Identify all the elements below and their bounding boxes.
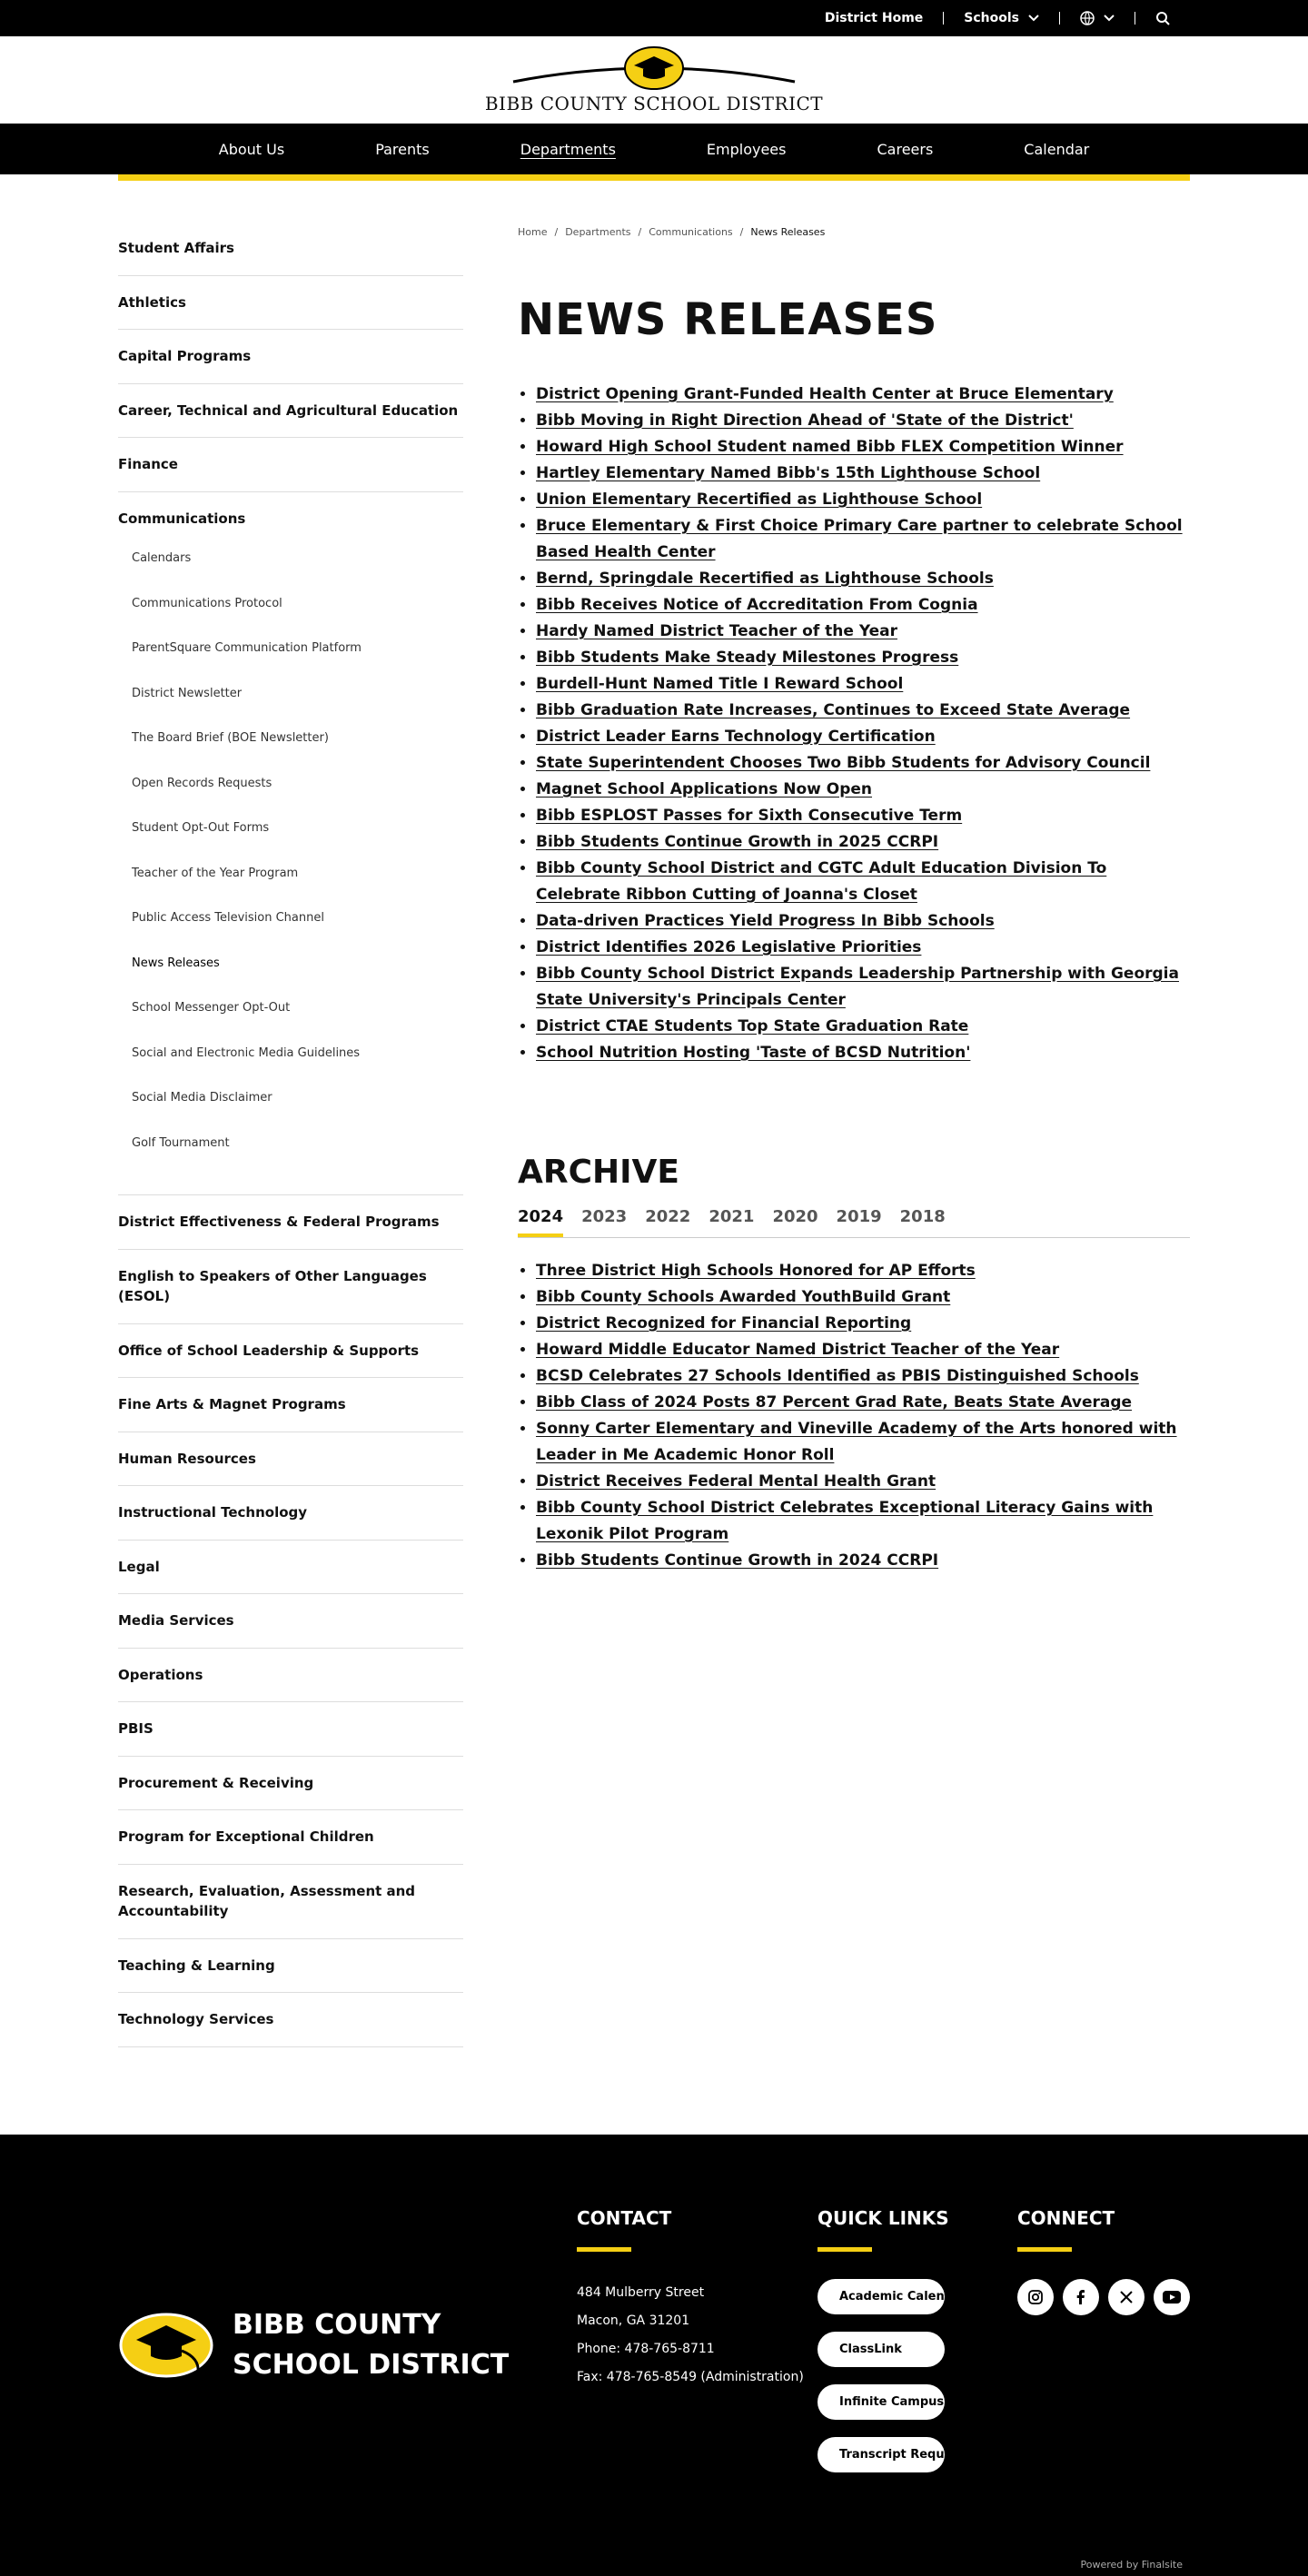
archive-item <box>536 1390 1190 1416</box>
news-link[interactable]: Bibb ESPLOST Passes for Sixth Consecutive Term <box>536 807 963 825</box>
news-link[interactable]: Bibb Receives Notice of Accreditation From Cognia <box>536 596 978 614</box>
archive-link[interactable]: Bibb Students Continue Growth in 2024 CCRPI <box>536 1551 939 1570</box>
sidebar <box>118 222 463 2047</box>
news-link[interactable]: Hardy Named District Teacher of the Year <box>536 622 897 640</box>
footer-brand-line: SCHOOL DISTRICT <box>233 2348 510 2381</box>
news-item <box>536 961 1190 1014</box>
sidebar-item[interactable]: Finance <box>118 438 463 492</box>
footer-quicklinks <box>818 2206 973 2490</box>
breadcrumb-communications[interactable]: Communications <box>649 226 733 238</box>
news-item <box>536 381 1190 408</box>
news-item <box>536 777 1190 803</box>
archive-item <box>536 1363 1190 1390</box>
news-link[interactable]: Bibb Students Continue Growth in 2025 CCRPI <box>536 833 939 851</box>
news-item <box>536 698 1190 724</box>
connect-title: CONNECT <box>1017 2206 1115 2229</box>
archive-item <box>536 1311 1190 1337</box>
schools-dropdown[interactable] <box>944 11 1059 25</box>
sidebar-item[interactable]: Career, Technical and Agricultural Education <box>118 384 463 439</box>
contact-phone[interactable]: Phone: 478-765-8711 <box>577 2341 715 2356</box>
sidebar-item[interactable]: Athletics <box>118 276 463 331</box>
sidebar-item[interactable]: Office of School Leadership & Supports <box>118 1324 463 1379</box>
accent-rule <box>118 174 1190 181</box>
news-item <box>536 908 1190 935</box>
archive-item <box>536 1284 1190 1311</box>
language-dropdown[interactable] <box>1060 11 1135 25</box>
news-link[interactable]: Magnet School Applications Now Open <box>536 780 873 798</box>
sidebar-subitem[interactable]: ParentSquare Communication Platform <box>132 641 362 655</box>
news-link[interactable]: Howard High School Student named Bibb FLEX Competition Winner <box>536 438 1124 456</box>
sidebar-item[interactable]: Procurement & Receiving <box>118 1757 463 1811</box>
accent-bar <box>818 2247 872 2252</box>
nav-careers[interactable]: Careers <box>877 140 934 158</box>
archive-link[interactable]: Sonny Carter Elementary and Vineville Academy of the Arts honored with Leader in Me Academic Honor Roll <box>536 1420 1177 1464</box>
tab-2021[interactable]: 2021 <box>708 1207 755 1226</box>
nav-calendar[interactable]: Calendar <box>1024 140 1090 158</box>
news-link[interactable]: District Identifies 2026 Legislative Priorities <box>536 938 922 956</box>
archive-tabs <box>518 1207 1190 1238</box>
sidebar-subitem[interactable]: Public Access Television Channel <box>132 911 324 925</box>
accent-bar <box>577 2247 631 2252</box>
news-item <box>536 566 1190 592</box>
nav-parents[interactable]: Parents <box>375 140 430 158</box>
district-home-label: District Home <box>824 11 924 25</box>
graduation-cap-logo-icon <box>118 2311 214 2380</box>
news-link[interactable]: District CTAE Students Top State Graduation Rate <box>536 1017 969 1035</box>
tab-2022[interactable]: 2022 <box>645 1207 691 1226</box>
tab-2019[interactable]: 2019 <box>836 1207 882 1226</box>
news-link[interactable]: School Nutrition Hosting 'Taste of BCSD Nutrition' <box>536 1044 971 1062</box>
sidebar-item-label: Communications <box>118 510 246 527</box>
sidebar-item[interactable]: Human Resources <box>118 1432 463 1487</box>
breadcrumb-separator: / <box>638 226 642 238</box>
news-link[interactable]: Bibb Graduation Rate Increases, Continues to Exceed State Average <box>536 701 1131 719</box>
sidebar-subitem[interactable]: Social and Electronic Media Guidelines <box>132 1045 361 1060</box>
quicklinks-title: QUICK LINKS <box>818 2206 949 2229</box>
archive-item <box>536 1548 1190 1574</box>
archive-link[interactable]: Three District High Schools Honored for AP Efforts <box>536 1262 976 1280</box>
breadcrumb-current: News Releases <box>750 226 826 238</box>
tab-2018[interactable]: 2018 <box>899 1207 946 1226</box>
archive-item <box>536 1469 1190 1495</box>
news-link[interactable]: Union Elementary Recertified as Lighthouse School <box>536 490 983 509</box>
news-item <box>536 829 1190 856</box>
schools-label: Schools <box>964 11 1019 25</box>
sidebar-subitem[interactable]: Open Records Requests <box>132 776 272 790</box>
sidebar-item[interactable]: Program for Exceptional Children <box>118 1810 463 1865</box>
globe-icon <box>1080 11 1095 25</box>
quicklink-button[interactable]: ClassLink <box>818 2332 945 2367</box>
chevron-down-icon <box>1028 15 1039 22</box>
search-icon <box>1155 11 1170 25</box>
archive-link[interactable]: District Recognized for Financial Reporting <box>536 1314 912 1333</box>
footer-brand-text <box>233 2305 509 2385</box>
news-item <box>536 724 1190 750</box>
district-logo[interactable] <box>485 45 823 114</box>
news-item <box>536 1014 1190 1040</box>
sidebar-subitem[interactable]: District Newsletter <box>132 686 243 700</box>
graduation-cap-logo-icon <box>509 45 799 91</box>
news-list <box>518 381 1190 1066</box>
archive-item <box>536 1258 1190 1284</box>
sidebar-subitem[interactable]: Teacher of the Year Program <box>132 866 299 880</box>
news-link[interactable]: Bibb Moving in Right Direction Ahead of 'State of the District' <box>536 411 1074 430</box>
archive-link[interactable]: District Receives Federal Mental Health Grant <box>536 1472 936 1491</box>
contact-title: CONTACT <box>577 2206 672 2229</box>
content <box>118 181 1190 2102</box>
footer-brand[interactable] <box>118 2305 509 2385</box>
sidebar-item[interactable]: English to Speakers of Other Languages (ESOL) <box>118 1250 463 1324</box>
quicklink-button[interactable]: Infinite Campus <box>818 2384 945 2420</box>
nav-employees[interactable]: Employees <box>706 140 787 158</box>
sidebar-subitem[interactable]: News Releases <box>132 956 220 970</box>
social-links <box>1017 2279 1190 2315</box>
chevron-down-icon <box>1104 15 1115 22</box>
archive-item <box>536 1337 1190 1363</box>
main-content <box>518 222 1190 2047</box>
breadcrumb-departments[interactable]: Departments <box>565 226 631 238</box>
tab-2020[interactable]: 2020 <box>772 1207 818 1226</box>
logo-header <box>0 36 1308 124</box>
sidebar-item[interactable]: Capital Programs <box>118 330 463 384</box>
sidebar-item[interactable]: Fine Arts & Magnet Programs <box>118 1378 463 1432</box>
news-item <box>536 1040 1190 1066</box>
archive-link[interactable]: BCSD Celebrates 27 Schools Identified as PBIS Distinguished Schools <box>536 1367 1139 1385</box>
news-link[interactable]: Bibb County School District and CGTC Adult Education Division To Celebrate Ribbon Cutting of Joanna's Closet <box>536 859 1107 904</box>
youtube-icon[interactable] <box>1154 2279 1190 2315</box>
district-home-link[interactable] <box>805 11 943 25</box>
news-item <box>536 592 1190 619</box>
sidebar-submenu <box>118 529 463 1178</box>
footer <box>0 2135 1308 2576</box>
district-name: BIBB COUNTY SCHOOL DISTRICT <box>484 93 824 114</box>
archive-link[interactable]: Bibb Class of 2024 Posts 87 Percent Grad Rate, Beats State Average <box>536 1393 1133 1412</box>
archive-title: ARCHIVE <box>518 1154 679 1191</box>
news-link[interactable]: Bibb County School District Expands Leadership Partnership with Georgia State University's Principals Center <box>536 965 1179 1009</box>
sidebar-item[interactable]: PBIS <box>118 1702 463 1757</box>
news-link[interactable]: District Opening Grant-Funded Health Center at Bruce Elementary <box>536 385 1114 403</box>
instagram-icon[interactable] <box>1017 2279 1054 2315</box>
sidebar-item-communications[interactable] <box>118 492 463 1196</box>
contact-fax: Fax: 478-765-8549 (Administration) <box>577 2369 804 2384</box>
sidebar-subitem[interactable]: Communications Protocol <box>132 596 282 610</box>
sidebar-subitem[interactable]: Social Media Disclaimer <box>132 1091 272 1105</box>
sidebar-subitem[interactable]: School Messenger Opt-Out <box>132 1001 291 1015</box>
utility-bar <box>0 0 1308 36</box>
news-item <box>536 645 1190 671</box>
nav-about-us[interactable]: About Us <box>218 140 285 158</box>
footer-contact <box>577 2207 804 2392</box>
news-item <box>536 803 1190 829</box>
tab-2024[interactable]: 2024 <box>518 1207 563 1237</box>
news-item <box>536 935 1190 961</box>
quicklink-button[interactable]: Transcript Requests <box>818 2437 945 2472</box>
breadcrumb-separator: / <box>554 226 559 238</box>
main-nav <box>0 124 1308 174</box>
search-button[interactable] <box>1135 11 1190 25</box>
tab-2023[interactable]: 2023 <box>581 1207 628 1226</box>
news-link[interactable]: Hartley Elementary Named Bibb's 15th Lighthouse School <box>536 464 1041 482</box>
news-item <box>536 619 1190 645</box>
news-item <box>536 513 1190 566</box>
news-link[interactable]: Bruce Elementary & First Choice Primary Care partner to celebrate School Based Health Center <box>536 517 1183 561</box>
powered-by[interactable]: Powered by Finalsite <box>1080 2558 1183 2571</box>
news-link[interactable]: Bernd, Springdale Recertified as Lighthouse Schools <box>536 570 994 588</box>
sidebar-item[interactable]: Student Affairs <box>118 222 463 276</box>
archive-link[interactable]: Bibb County School District Celebrates Exceptional Literacy Gains with Lexonik Pilot Program <box>536 1499 1154 1543</box>
sidebar-item[interactable]: Instructional Technology <box>118 1486 463 1541</box>
sidebar-item[interactable]: Technology Services <box>118 1993 463 2047</box>
sidebar-item[interactable]: District Effectiveness & Federal Programs <box>118 1195 463 1250</box>
archive-item <box>536 1416 1190 1469</box>
facebook-icon[interactable] <box>1063 2279 1099 2315</box>
news-item <box>536 750 1190 777</box>
sidebar-subitem[interactable]: Student Opt-Out Forms <box>132 821 270 835</box>
news-item <box>536 461 1190 487</box>
news-item <box>536 408 1190 434</box>
sidebar-item[interactable]: Operations <box>118 1649 463 1703</box>
footer-brand-line: BIBB COUNTY <box>233 2308 441 2341</box>
sidebar-item[interactable]: Research, Evaluation, Assessment and Accountability <box>118 1865 463 1939</box>
news-link[interactable]: District Leader Earns Technology Certification <box>536 728 936 746</box>
sidebar-item[interactable]: Media Services <box>118 1594 463 1649</box>
news-item <box>536 856 1190 908</box>
news-item <box>536 671 1190 698</box>
accent-bar <box>1017 2247 1072 2252</box>
breadcrumb <box>518 222 1190 238</box>
sidebar-item[interactable]: Teaching & Learning <box>118 1939 463 1994</box>
nav-departments[interactable]: Departments <box>520 140 616 158</box>
archive-link[interactable]: Howard Middle Educator Named District Teacher of the Year <box>536 1341 1060 1359</box>
contact-city: Macon, GA 31201 <box>577 2313 690 2328</box>
page-title: NEWS RELEASES <box>518 294 938 345</box>
archive-item <box>536 1495 1190 1548</box>
sidebar-item[interactable]: Legal <box>118 1541 463 1595</box>
sidebar-subitem[interactable]: Calendars <box>132 551 192 565</box>
news-link[interactable]: Bibb Students Make Steady Milestones Progress <box>536 649 959 667</box>
footer-connect <box>1017 2207 1190 2315</box>
news-link[interactable]: State Superintendent Chooses Two Bibb Students for Advisory Council <box>536 754 1151 772</box>
x-icon[interactable] <box>1108 2279 1144 2315</box>
sidebar-subitem[interactable]: The Board Brief (BOE Newsletter) <box>132 731 329 745</box>
contact-address: 484 Mulberry Street <box>577 2284 705 2300</box>
archive-link[interactable]: Bibb County Schools Awarded YouthBuild Grant <box>536 1288 951 1306</box>
news-link[interactable]: Data-driven Practices Yield Progress In Bibb Schools <box>536 912 995 930</box>
quicklink-button[interactable]: Academic Calendar <box>818 2279 945 2314</box>
sidebar-subitem[interactable]: Golf Tournament <box>132 1135 230 1150</box>
archive-list <box>518 1258 1190 1574</box>
news-item <box>536 434 1190 461</box>
breadcrumb-separator: / <box>739 226 744 238</box>
news-link[interactable]: Burdell-Hunt Named Title I Reward School <box>536 675 904 693</box>
breadcrumb-home[interactable]: Home <box>518 226 548 238</box>
news-item <box>536 487 1190 513</box>
